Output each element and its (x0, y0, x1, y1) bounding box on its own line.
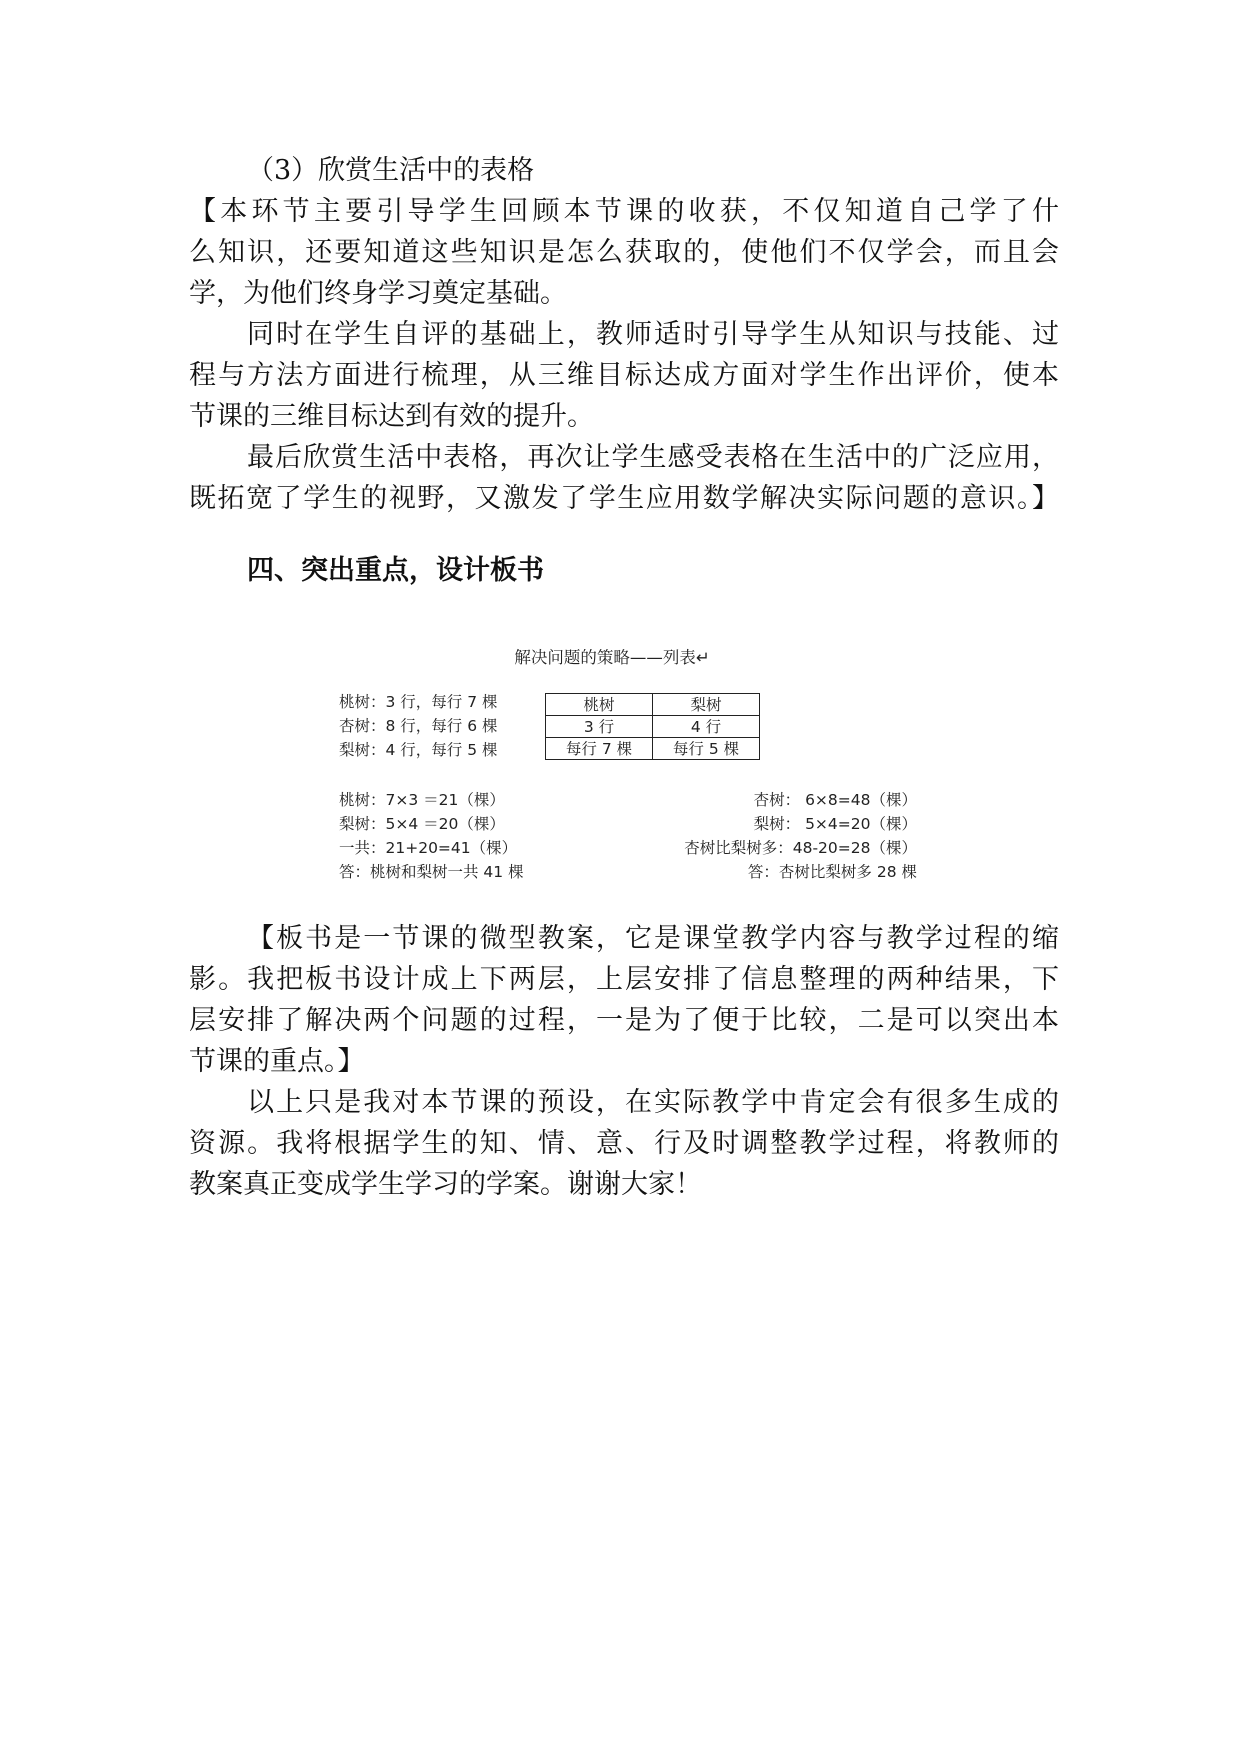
info-table (545, 693, 760, 760)
calc-line: 梨树：5×4 ＝20（棵） (339, 815, 505, 833)
para2-line-2: 程与方法方面进行梳理，从三维目标达成方面对学生作出评价，使本 (189, 360, 1059, 391)
calc-line: 梨树： 5×4=20（棵） (753, 815, 917, 833)
section-title: （3）欣赏生活中的表格 (247, 155, 535, 186)
calc-line: 答：杏树比梨树多 28 棵 (747, 863, 917, 881)
para1-line-1: 【本环节主要引导学生回顾本节课的收获，不仅知道自己学了什 (189, 196, 1059, 227)
para3-line-1: 最后欣赏生活中表格，再次让学生感受表格在生活中的广泛应用， (247, 442, 1059, 473)
calc-line: 答：桃树和梨树一共 41 棵 (339, 863, 524, 881)
blackboard-design-figure (337, 638, 917, 908)
para4-line-1: 【板书是一节课的微型教案，它是课堂教学内容与教学过程的缩 (247, 923, 1059, 954)
info-list (339, 690, 498, 762)
para4-line-3: 层安排了解决两个问题的过程，一是为了便于比较，二是可以突出本 (189, 1005, 1059, 1036)
table-row (546, 716, 760, 738)
table-cell: 4 行 (653, 716, 760, 738)
table-row (546, 738, 760, 760)
upper-text-block (189, 150, 1059, 519)
calc-line: 桃树：7×3 ＝21（棵） (339, 791, 505, 809)
para5-line-3: 教案真正变成学生学习的学案。谢谢大家！ (189, 1169, 702, 1200)
calc-left-column (339, 788, 524, 884)
table-cell: 每行 5 棵 (653, 738, 760, 760)
para1-line-2: 么知识，还要知道这些知识是怎么获取的，使他们不仅学会，而且会 (189, 237, 1059, 268)
info-item: 桃树：3 行，每行 7 棵 (339, 693, 498, 711)
para2-line-3: 节课的三维目标达到有效的提升。 (189, 401, 594, 432)
info-item: 杏树：8 行，每行 6 棵 (339, 717, 498, 735)
section-heading-4: 四、突出重点，设计板书 (247, 555, 544, 586)
calc-right-column (684, 788, 917, 884)
para4-line-2: 影。我把板书设计成上下两层，上层安排了信息整理的两种结果，下 (189, 964, 1059, 995)
table-row (546, 694, 760, 716)
board-title: 解决问题的策略——列表↵ (514, 648, 710, 667)
para4-line-4: 节课的重点。】 (189, 1046, 365, 1077)
calc-line: 一共：21+20=41（棵） (339, 839, 518, 857)
table-cell: 梨树 (653, 694, 760, 716)
table-cell: 每行 7 棵 (546, 738, 653, 760)
para1-line-3: 学，为他们终身学习奠定基础。 (189, 278, 567, 309)
para5-line-2: 资源。我将根据学生的知、情、意、行及时调整教学过程，将教师的 (189, 1128, 1059, 1159)
para5-line-1: 以上只是我对本节课的预设，在实际教学中肯定会有很多生成的 (247, 1087, 1059, 1118)
table-cell: 3 行 (546, 716, 653, 738)
calc-line: 杏树比梨树多：48-20=28（棵） (684, 839, 917, 857)
para2-line-1: 同时在学生自评的基础上，教师适时引导学生从知识与技能、过 (247, 319, 1059, 350)
info-item: 梨树：4 行，每行 5 棵 (339, 741, 498, 759)
para3-line-2: 既拓宽了学生的视野，又激发了学生应用数学解决实际问题的意识。】 (189, 483, 1059, 514)
table-cell: 桃树 (546, 694, 653, 716)
calc-line: 杏树： 6×8=48（棵） (753, 791, 917, 809)
lower-text-block (189, 918, 1059, 1205)
